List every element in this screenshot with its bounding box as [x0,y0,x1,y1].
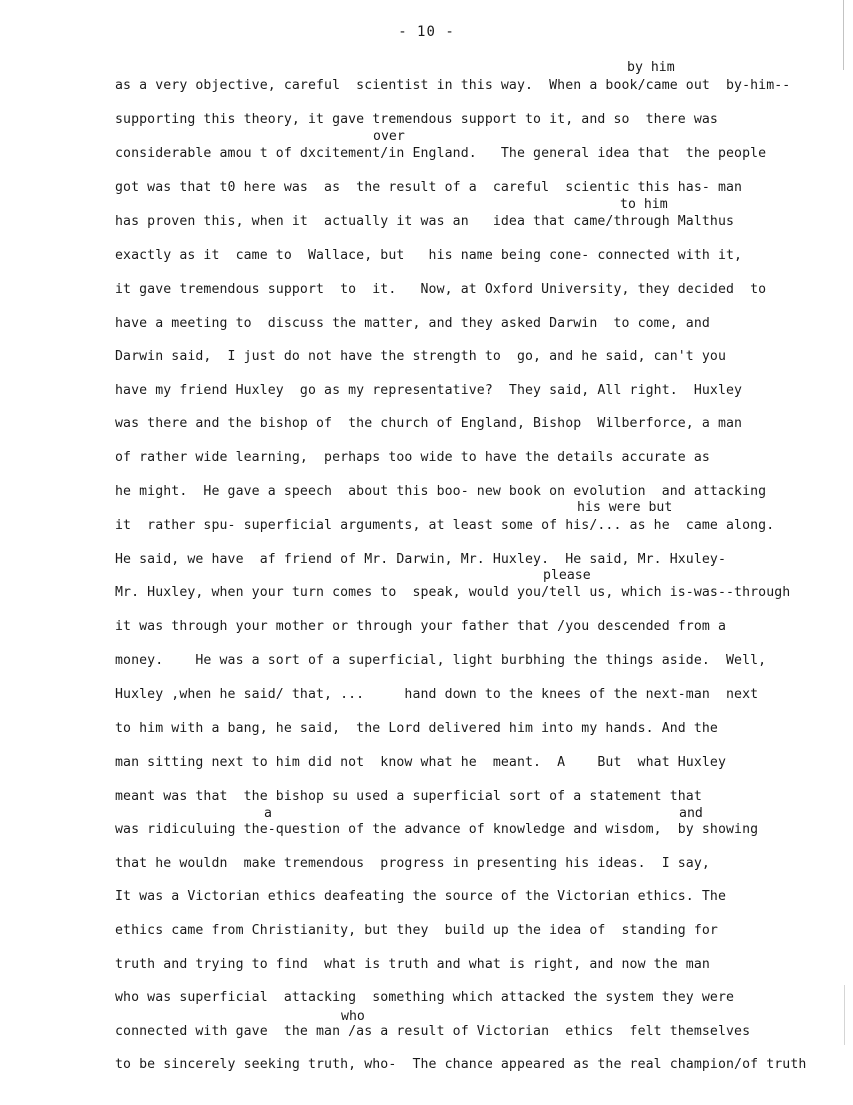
text-line: man sitting next to him did not know what he meant. A But what Huxley [115,755,727,770]
insertion: a [264,806,272,821]
text-line: Mr. Huxley, when your turn comes to speak, would you/tell us, which is-was--through [115,585,791,600]
text-line: ethics came from Christianity, but they build up the idea of standing for [115,923,718,938]
text-line: Huxley ,when he said/ that, ... hand down to the knees of the next-man next [115,687,759,702]
text-line: supporting this theory, it gave tremendous support to it, and so there was [115,112,718,127]
text-line: it was through your mother or through your father that /you descended from a [115,619,727,634]
text-line: money. He was a sort of a superficial, light burbhing the things aside. Well, [115,653,767,668]
text-line: it rather spu- superficial arguments, at least some of his/... as he came along. [115,518,775,533]
text-line: has proven this, when it actually it was an idea that came/through Malthus [115,214,735,229]
text-line: considerable amou t of dxcitement/in England. The general idea that the people [115,146,767,161]
insertion: who [341,1009,365,1024]
text-line: truth and trying to find what is truth and what is right, and now the man [115,957,710,972]
text-line: it gave tremendous support to it. Now, at Oxford University, they decided to [115,282,767,297]
text-line: Darwin said, I just do not have the strength to go, and he said, can't you [115,349,727,364]
text-line: meant was that the bishop su used a superficial sort of a statement that [115,789,702,804]
text-line: he might. He gave a speech about this boo- new book on evolution and attacking [115,484,767,499]
text-line: to be sincerely seeking truth, who- The chance appeared as the real champion/of truth [115,1057,807,1072]
insertion: by him [627,60,675,75]
scan-edge-mark [844,985,845,1045]
text-line: have my friend Huxley go as my representative? They said, All right. Huxley [115,383,743,398]
page-number: - 10 - [398,24,455,40]
text-line: It was a Victorian ethics deafeating the source of the Victorian ethics. The [115,889,727,904]
text-line: that he wouldn make tremendous progress in presenting his ideas. I say, [115,856,710,871]
insertion: and [679,806,703,821]
insertion: to him [620,197,668,212]
text-line: was ridiculuing the-question of the advance of knowledge and wisdom, by showing [115,822,759,837]
text-line: exactly as it came to Wallace, but his name being cone- connected with it, [115,248,743,263]
insertion: his were but [577,500,673,515]
insertion: over [373,129,405,144]
scan-edge-mark [843,0,844,70]
text-line: connected with gave the man /as a result of Victorian ethics felt themselves [115,1024,751,1039]
text-line: got was that t0 here was as the result of a careful scientic this has- man [115,180,743,195]
text-line: as a very objective, careful scientist in this way. When a book/came out by-him-- [115,78,791,93]
text-line: to him with a bang, he said, the Lord delivered him into my hands. And the [115,721,718,736]
text-line: who was superficial attacking something which attacked the system they were [115,990,735,1005]
text-line: of rather wide learning, perhaps too wide to have the details accurate as [115,450,710,465]
text-line: have a meeting to discuss the matter, and they asked Darwin to come, and [115,316,710,331]
text-line: was there and the bishop of the church of England, Bishop Wilberforce, a man [115,416,743,431]
text-line: He said, we have af friend of Mr. Darwin, Mr. Huxley. He said, Mr. Hxuley- [115,552,727,567]
insertion: please [543,568,591,583]
